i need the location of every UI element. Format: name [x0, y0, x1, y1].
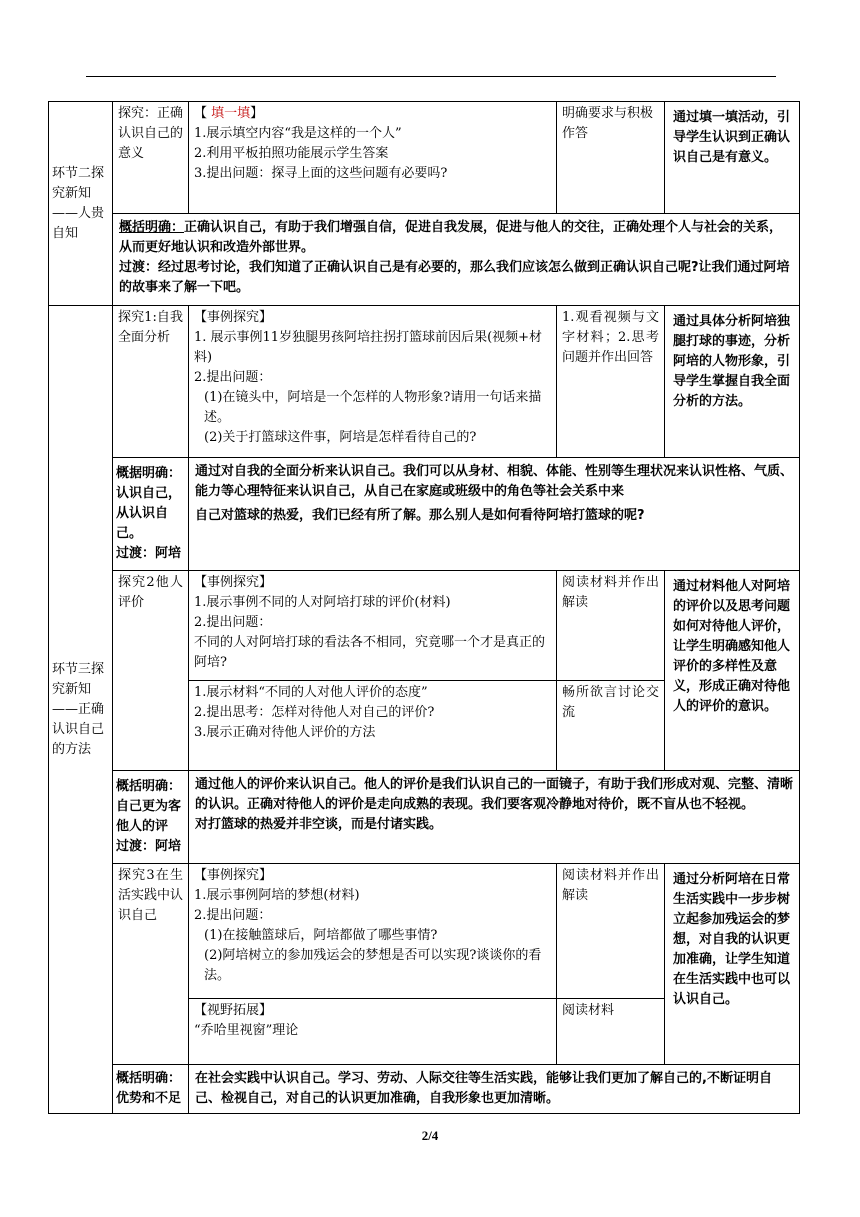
sec3-e3-line: (1)在接触篮球后，阿培都做了哪些事情? [204, 928, 438, 943]
sec3-e2-row [49, 571, 800, 681]
sec2-transition-label: 过渡 [119, 260, 146, 275]
sec3-e2-summary-left [113, 771, 189, 864]
sec3-e3-activity [189, 864, 557, 999]
sec3-e1-summary-left-text: 认识自己，从认识自己。 [116, 486, 182, 541]
sec3-e2-transition-label: 过渡 [116, 839, 143, 854]
sec2-activity-line: 2.利用平板拍照功能展示学生答案 [194, 146, 389, 161]
sec3-e1-line: (2)关于打篮球这件事，阿培是怎样看待自己的? [204, 430, 477, 445]
sec2-transition-text: ：经过思考讨论，我们知道了正确认识自己是有必要的，那么我们应该怎么做到正确认识自己呢?让我们通过阿培的故事来了解一下吧。 [119, 260, 790, 295]
sec3-e3-student2: 阅读材料 [557, 999, 665, 1065]
sec3-e2-activity2 [189, 681, 557, 771]
sec3-e2-transition-who: ：阿培 [142, 839, 182, 854]
sec3-e3-line2: “乔哈里视窗”理论 [194, 1023, 299, 1038]
sec3-e2-student: 阅读材料并作出解读 [557, 571, 665, 681]
sec3-e3-explore: 探究3在生活实践中认识自己 [113, 864, 189, 1065]
header-rule [86, 76, 776, 77]
sec3-e3-activity2 [189, 999, 557, 1065]
sec3-e3-summary: 在社会实践中认识自己。学习、劳动、人际交往等生活实践，能够让我们更加了解自己的,不断证明自己、检视自己，对自己的认识更加准确，自我形象也更加清晰。 [189, 1065, 800, 1114]
sec3-e2-line: 2.提出问题： [194, 615, 272, 630]
sec2-explore: 探究：正确认识自己的意义 [113, 102, 189, 214]
lesson-plan-table [48, 101, 800, 1114]
sec2-student: 明确要求与积极作答 [557, 102, 665, 214]
sec2-activity-line: 3.提出问题：探寻上面的这些问题有必要吗? [194, 166, 448, 181]
sec3-e2-summary-label: 概括明确： [116, 779, 182, 794]
sec2-row [49, 102, 800, 214]
sec3-e3-summary-left-text: 优势和不足 [116, 1091, 182, 1106]
sec3-e1-summary-text: 通过对自我的全面分析来认识自己。我们可以从身材、相貌、体能、性别等生理状况来认识性格、气质、能力等心理特征来认识自己，从自己在家庭或班级中的角色等社会关系中来 [195, 464, 794, 499]
sec3-e1-summary-label: 概据明确： [116, 466, 182, 481]
sec3-e1-title: 【事例探究】 [194, 310, 273, 325]
sec3-e2-line: 1.展示事例不同的人对阿培打球的评价(材料) [194, 595, 451, 610]
sec3-e3-summary-left [113, 1065, 189, 1114]
sec3-e3-line: 2.提出问题： [194, 908, 272, 923]
sec2-summary-text: 正确认识自己，有助于我们增强自信，促进自我发展，促进与他人的交往，正确处理个人与社会的关系，从而更好地认识和改造外部世界。 [119, 220, 783, 255]
sec3-e2-summary-left-text: 自己更为客他人的评 [116, 799, 182, 834]
sec3-e2-summary-row [49, 771, 800, 864]
sec3-e3-title: 【事例探究】 [194, 868, 273, 883]
sec3-e2-line2: 1.展示材料“不同的人对他人评价的态度” [194, 685, 428, 700]
sec3-e3-student: 阅读材料并作出解读 [557, 864, 665, 999]
sec3-e1-transition-text: 自己对篮球的热爱，我们已经有所了解。那么别人是如何看待阿培打篮球的呢? [195, 508, 645, 523]
sec3-label: 环节三探究新知——正确认识自己的方法 [49, 306, 113, 1114]
sec2-summary [113, 214, 800, 306]
sec2-label: 环节二探究新知——人贵自知 [49, 102, 113, 306]
sec3-e1-purpose: 通过具体分析阿培独腿打球的事迹，分析阿培的人物形象，引导学生掌握自我全面分析的方法。 [665, 306, 800, 458]
sec3-e2-student2: 畅所欲言讨论交流 [557, 681, 665, 771]
sec3-e2-line: 不同的人对阿培打球的看法各不相同，究竟哪一个才是真正的阿培? [194, 635, 546, 670]
sec3-e1-line: 2.提出问题： [194, 370, 272, 385]
sec3-e2-transition-text: 对打篮球的热爱并非空谈，而是付诸实践。 [195, 817, 443, 832]
sec3-e1-line: 1. 展示事例11岁独腿男孩阿培拄拐打篮球前因后果(视频+材料) [194, 330, 543, 365]
sec2-purpose: 通过填一填活动，引导学生认识到正确认识自己是有意义。 [665, 102, 800, 214]
sec2-activity [189, 102, 557, 214]
page-number: 2/4 [421, 1128, 439, 1143]
sec2-activity-title: 【 填一填】 [194, 106, 264, 121]
sec3-e2-line2: 2.提出思考：怎样对待他人对自己的评价? [194, 705, 435, 720]
sec3-e1-summary-row [49, 458, 800, 571]
sec3-e3-summary-label: 概括明确： [116, 1071, 182, 1086]
sec3-e3-title2: 【视野拓展】 [194, 1003, 273, 1018]
sec2-summary-label: 概括明确： [119, 220, 185, 235]
sec3-e2-title: 【事例探究】 [194, 575, 273, 590]
sec3-e2-activity [189, 571, 557, 681]
sec3-e1-student: 1.观看视频与文字材料；2.思考问题并作出回答 [557, 306, 665, 458]
sec3-e1-transition-who: ：阿培 [142, 546, 182, 561]
sec3-e1-line: (1)在镜头中，阿培是一个怎样的人物形象?请用一句话来描述。 [204, 390, 542, 425]
sec3-e2-summary-text: 通过他人的评价来认识自己。他人的评价是我们认识自己的一面镜子，有助于我们形成对观、完整、清晰的认识。正确对待他人的评价是走向成熟的表现。我们要客观冷静地对待价，既不盲从也不轻视。 [195, 777, 794, 812]
sec3-e1-activity [189, 306, 557, 458]
sec3-e2-explore: 探究2他人评价 [113, 571, 189, 771]
sec3-e2-line2: 3.展示正确对待他人评价的方法 [194, 725, 376, 740]
sec3-e3-row [49, 864, 800, 999]
sec3-e3-purpose: 通过分析阿培在日常生活实践中一步步树立起参加残运会的梦想，对自我的认识更加准确，让学生知道在生活实践中也可以认识自己。 [665, 864, 800, 1065]
sec2-activity-line: 1.展示填空内容“我是这样的一个人” [194, 126, 402, 141]
sec3-e1-summary [189, 458, 800, 571]
sec3-e1-row [49, 306, 800, 458]
sec2-summary-row [49, 214, 800, 306]
sec3-e3-line: 1.展示事例阿培的梦想(材料) [194, 888, 360, 903]
sec3-e3-summary-row [49, 1065, 800, 1114]
sec3-e3-line: (2)阿培树立的参加残运会的梦想是否可以实现?谈谈你的看法。 [204, 948, 542, 983]
sec3-e2-purpose: 通过材料他人对阿培的评价以及思考问题如何对待他人评价，让学生明确感知他人评价的多样性及意义，形成正确对待他人的评价的意识。 [665, 571, 800, 771]
sec3-e1-transition-label: 过渡 [116, 546, 143, 561]
sec3-e2-summary [189, 771, 800, 864]
sec3-e1-summary-left [113, 458, 189, 571]
sec3-e1-explore: 探究1:自我全面分析 [113, 306, 189, 458]
